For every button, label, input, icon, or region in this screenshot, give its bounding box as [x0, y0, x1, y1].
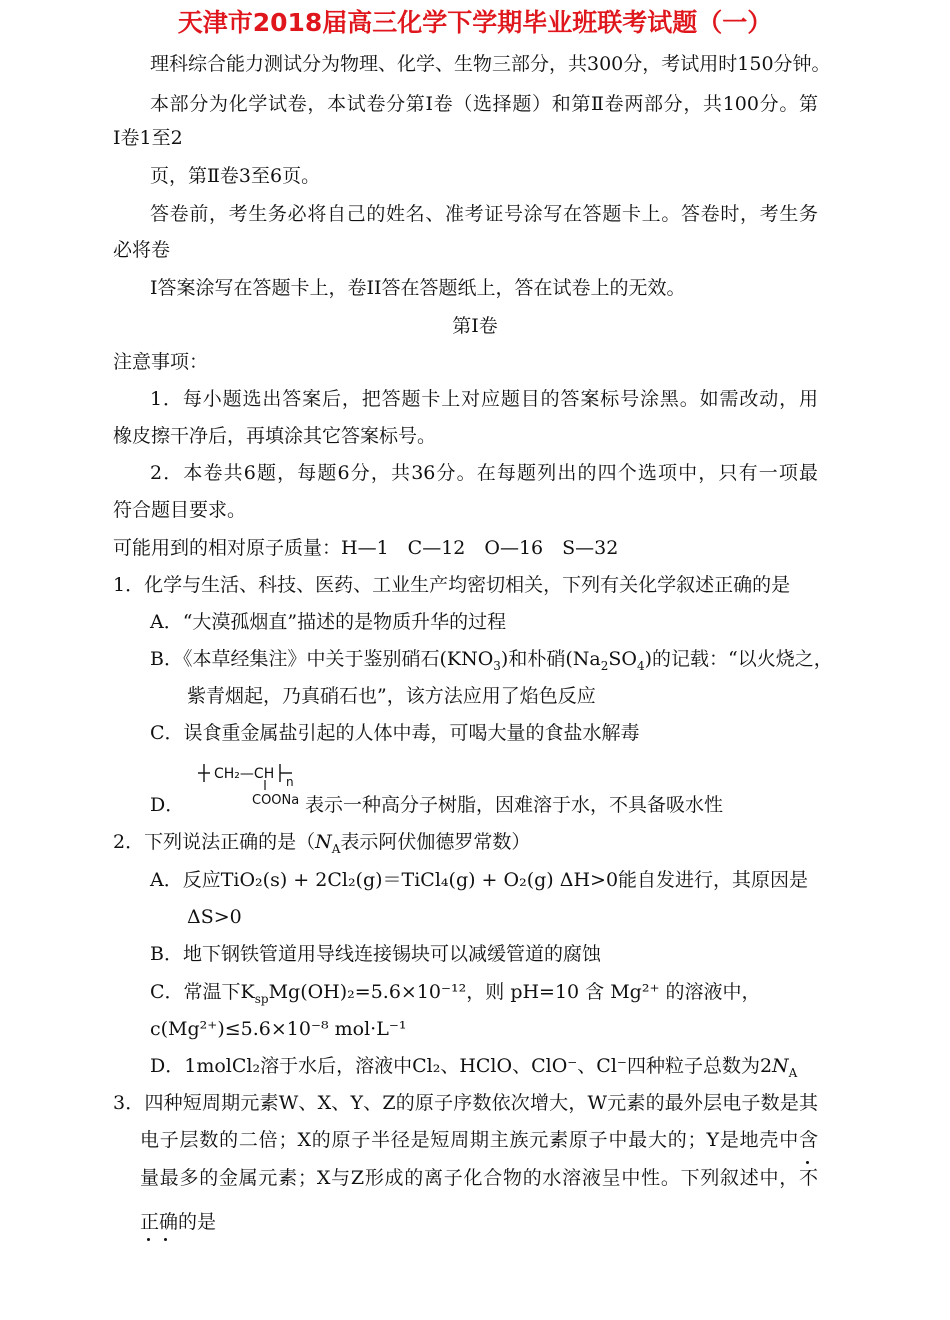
emphasis-dot: [164, 1238, 167, 1241]
intro-paragraph-1: 理科综合能力测试分为物理、化学、生物三部分，共300分，考试用时150分钟。: [150, 53, 831, 75]
note-1-cont: 橡皮擦干净后，再填涂其它答案标号。: [113, 425, 437, 447]
question-1-option-b: B．《本草经集注》中关于鉴别硝石$(KNO_3)$和朴硝$(Na_2SO_4)$的记载：“以火烧之，: [150, 648, 833, 673]
section-heading: 第Ⅰ卷: [452, 315, 498, 337]
notes-heading: 注意事项：: [113, 351, 209, 373]
intro-paragraph-2: 本部分为化学试卷，本试卷分第Ⅰ卷（选择题）和第Ⅱ卷两部分，共100分。第: [150, 93, 818, 115]
question-2-stem: 2．下列说法正确的是（$N_A$表示阿伏伽德罗常数）: [113, 831, 531, 856]
intro-paragraph-3-cont: 必将卷: [113, 239, 171, 261]
note-1: 1．每小题选出答案后，把答题卡上对应题目的答案标号涂黑。如需改动，用: [150, 388, 818, 410]
formula-subscript-n: n: [286, 775, 294, 789]
question-1-option-c: C．误食重金属盐引起的人体中毒，可喝大量的食盐水解毒: [150, 722, 640, 744]
atomic-masses: 可能用到的相对原子质量：H—1 C—12 O—16 S—32: [113, 537, 619, 559]
page-title: 天津市2018届高三化学下学期毕业班联考试题（一）: [177, 8, 773, 37]
question-1-stem: 1．化学与生活、科技、医药、工业生产均密切相关，下列有关化学叙述正确的是: [113, 574, 791, 596]
question-2-option-c-cont: c(Mg²⁺)≤5.6×10⁻⁸ mol·L⁻¹: [150, 1018, 407, 1040]
question-1-option-a: A．“大漠孤烟直”描述的是物质升华的过程: [150, 611, 507, 633]
note-2: 2．本卷共6题，每题6分，共36分。在每题列出的四个选项中，只有一项最: [150, 462, 818, 484]
intro-paragraph-2-end: 页，第Ⅱ卷3至6页。: [150, 165, 321, 187]
question-3-line-4: 正确的是: [140, 1211, 217, 1233]
question-3-line-1: 3．四种短周期元素W、X、Y、Z的原子序数依次增大，W元素的最外层电子数是其: [113, 1092, 818, 1114]
question-1-option-d: 表示一种高分子树脂，因难溶于水，不具备吸水性: [305, 794, 724, 816]
question-3-line-2: 电子层数的二倍；X的原子半径是短周期主族元素原子中最大的；Y是地壳中含: [140, 1129, 818, 1151]
intro-paragraph-3-end: Ⅰ答案涂写在答题卡上，卷II答在答题纸上，答在试卷上的无效。: [150, 277, 686, 299]
formula-side-group: COONa: [252, 793, 300, 808]
question-2-option-d: D．1molCl₂溶于水后，溶液中Cl₂、HClO、ClO⁻、Cl⁻四种粒子总数为$2N_A$: [150, 1055, 798, 1080]
intro-paragraph-3: 答卷前，考生务必将自己的姓名、准考证号涂写在答题卡上。答卷时，考生务: [150, 203, 818, 225]
emphasis-dot: [806, 1161, 809, 1164]
polymer-structure-formula: [196, 760, 316, 810]
question-2-option-a: A．反应TiO₂(s) + 2Cl₂(g)＝TiCl₄(g) + O₂(g) ΔH>0能自发进行，其原因是: [150, 869, 809, 891]
emphasis-dot: [147, 1238, 150, 1241]
intro-paragraph-2-cont: Ⅰ卷1至2: [113, 127, 183, 149]
question-1-option-b-cont: 紫青烟起，乃真硝石也”，该方法应用了焰色反应: [187, 685, 596, 707]
question-2-option-a-cont: ΔS>0: [187, 906, 242, 928]
note-2-cont: 符合题目要求。: [113, 499, 247, 521]
question-2-option-b: B．地下钢铁管道用导线连接锡块可以减缓管道的腐蚀: [150, 943, 601, 965]
formula-repeat-unit: CH₂—CH: [214, 766, 275, 782]
question-3-line-3: 量最多的金属元素；X与Z形成的离子化合物的水溶液呈中性。下列叙述中，不: [140, 1167, 818, 1189]
question-2-option-c: C．常温下$K_{sp}Mg(OH)_2=5.6\times 10^{-12}$，则 pH=10 含 Mg²⁺ 的溶液中，: [150, 981, 761, 1006]
question-1-option-d-label: D．: [150, 794, 185, 816]
